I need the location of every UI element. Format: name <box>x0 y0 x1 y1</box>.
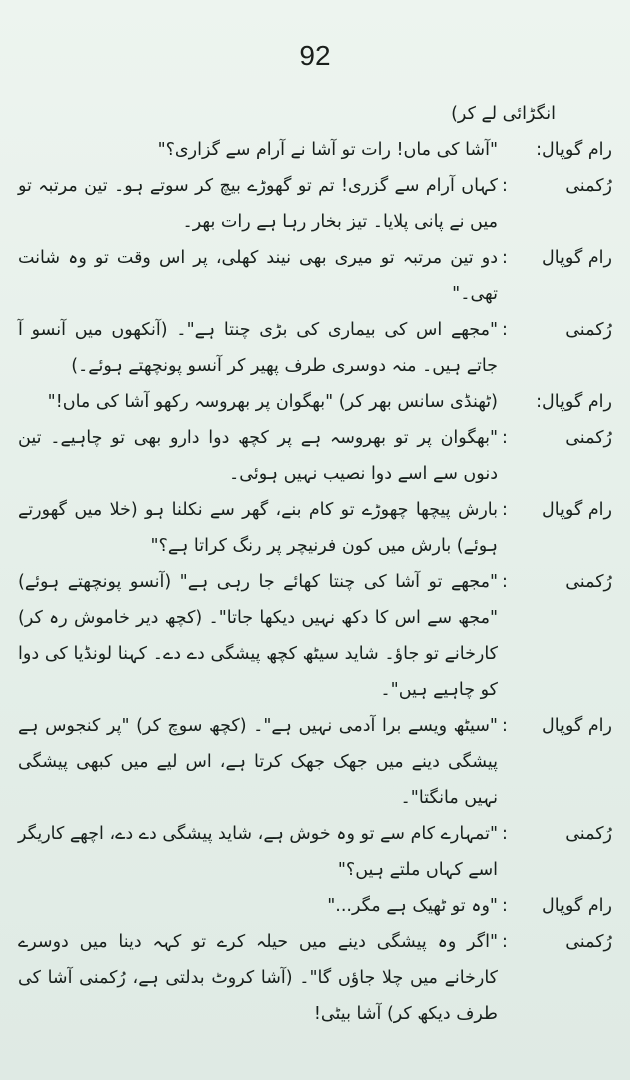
stage-direction: انگڑائی لے کر) <box>451 104 556 124</box>
dialogue-line: بارش پیچھا چھوڑے تو کام بنے، گھر سے نکلنا ہو (خلا میں گھورتے ہوئے) بارش میں کون فرنیچر پر رنگ کراتا ہے؟" <box>18 500 498 556</box>
dialogue-entry <box>18 888 612 924</box>
speaker-separator: : <box>502 896 508 916</box>
dialogue-line: "بھگوان پر تو بھروسہ ہے پر کچھ دوا دارو بھی تو چاہیے۔ تین دنوں سے اسے دوا نصیب نہیں ہوئی۔ <box>18 428 498 484</box>
dialogue-entry <box>18 168 612 240</box>
dialogue-entry <box>18 312 612 384</box>
speaker-name: رام گوپال <box>542 896 612 916</box>
dialogue-entry <box>18 132 612 168</box>
speaker-name: رُکمنی <box>565 428 612 448</box>
speaker-separator: : <box>502 716 508 736</box>
speaker-name: رُکمنی <box>565 824 612 844</box>
speaker-name: رام گوپال <box>542 248 612 268</box>
dialogue-entry <box>18 240 612 312</box>
speaker-name: رُکمنی <box>565 572 612 592</box>
dialogue-line: "وہ تو ٹھیک ہے مگر..." <box>327 896 498 916</box>
speaker-name: رام گوپال <box>542 716 612 736</box>
speaker-separator: : <box>502 320 508 340</box>
dialogue-entry <box>18 492 612 564</box>
dialogue-line: دو تین مرتبہ تو میری بھی نیند کھلی، پر اس وقت تو وہ شانت تھی۔" <box>18 248 498 304</box>
dialogue-entry <box>18 420 612 492</box>
speaker-separator: : <box>502 428 508 448</box>
dialogue-text <box>18 96 612 1032</box>
dialogue-line: "اگر وہ پیشگی دینے میں حیلہ کرے تو کہہ دینا میں دوسرے کارخانے میں چلا جاؤں گا"۔ (آشا کروٹ بدلتی ہے، رُکمنی آشا کی طرف دیکھ کر) آشا بیٹی! <box>18 932 498 1024</box>
speaker-name: رام گوپال: <box>536 140 612 160</box>
speaker-name: رُکمنی <box>565 176 612 196</box>
page-number: 92 <box>299 40 331 71</box>
dialogue-entry <box>18 816 612 888</box>
speaker-separator: : <box>502 500 508 520</box>
speaker-name: رام گوپال: <box>536 392 612 412</box>
speaker-separator: : <box>502 932 508 952</box>
speaker-name: رام گوپال <box>542 500 612 520</box>
speaker-name: رُکمنی <box>565 320 612 340</box>
dialogue-entry <box>18 384 612 420</box>
dialogue-line: "مجھے اس کی بیماری کی بڑی چنتا ہے"۔ (آنکھوں میں آنسو آ جاتے ہیں۔ منہ دوسری طرف پھیر کر آنسو پونچھتے ہوئے۔) <box>18 320 498 376</box>
speaker-separator: : <box>502 824 508 844</box>
dialogue-line: "مجھے تو آشا کی چنتا کھائے جا رہی ہے" (آنسو پونچھتے ہوئے) "مجھ سے اس کا دکھ نہیں دیکھا جاتا"۔ (کچھ دیر خاموش رہ کر) کارخانے تو جاؤ۔ شاید سیٹھ کچھ پیشگی دے دے۔ کہنا لونڈیا کی دوا کو چاہیے ہیں"۔ <box>18 572 498 700</box>
speaker-separator: : <box>502 248 508 268</box>
speaker-separator: : <box>502 176 508 196</box>
dialogue-line: "تمہارے کام سے تو وہ خوش ہے، شاید پیشگی دے دے، اچھے کاریگر اسے کہاں ملتے ہیں؟" <box>18 824 498 880</box>
dialogue-line: (ٹھنڈی سانس بھر کر) "بھگوان پر بھروسہ رکھو آشا کی ماں!" <box>47 392 498 412</box>
dialogue-entry <box>18 708 612 816</box>
speaker-separator: : <box>502 572 508 592</box>
dialogue-line: "آشا کی ماں! رات تو آشا نے آرام سے گزاری؟" <box>157 140 498 160</box>
dialogue-line: "سیٹھ ویسے برا آدمی نہیں ہے"۔ (کچھ سوچ کر) "پر کنجوس ہے پیشگی دینے میں جھک جھک کرتا ہے، اس لیے میں کبھی پیشگی نہیں مانگتا"۔ <box>18 716 498 808</box>
speaker-name: رُکمنی <box>565 932 612 952</box>
dialogue-entry <box>18 564 612 708</box>
dialogue-entry <box>18 924 612 1032</box>
dialogue-line: کہاں آرام سے گزری! تم تو گھوڑے بیچ کر سوتے ہو۔ تین مرتبہ تو میں نے پانی پلایا۔ تیز بخار رہا ہے رات بھر۔ <box>18 176 498 232</box>
